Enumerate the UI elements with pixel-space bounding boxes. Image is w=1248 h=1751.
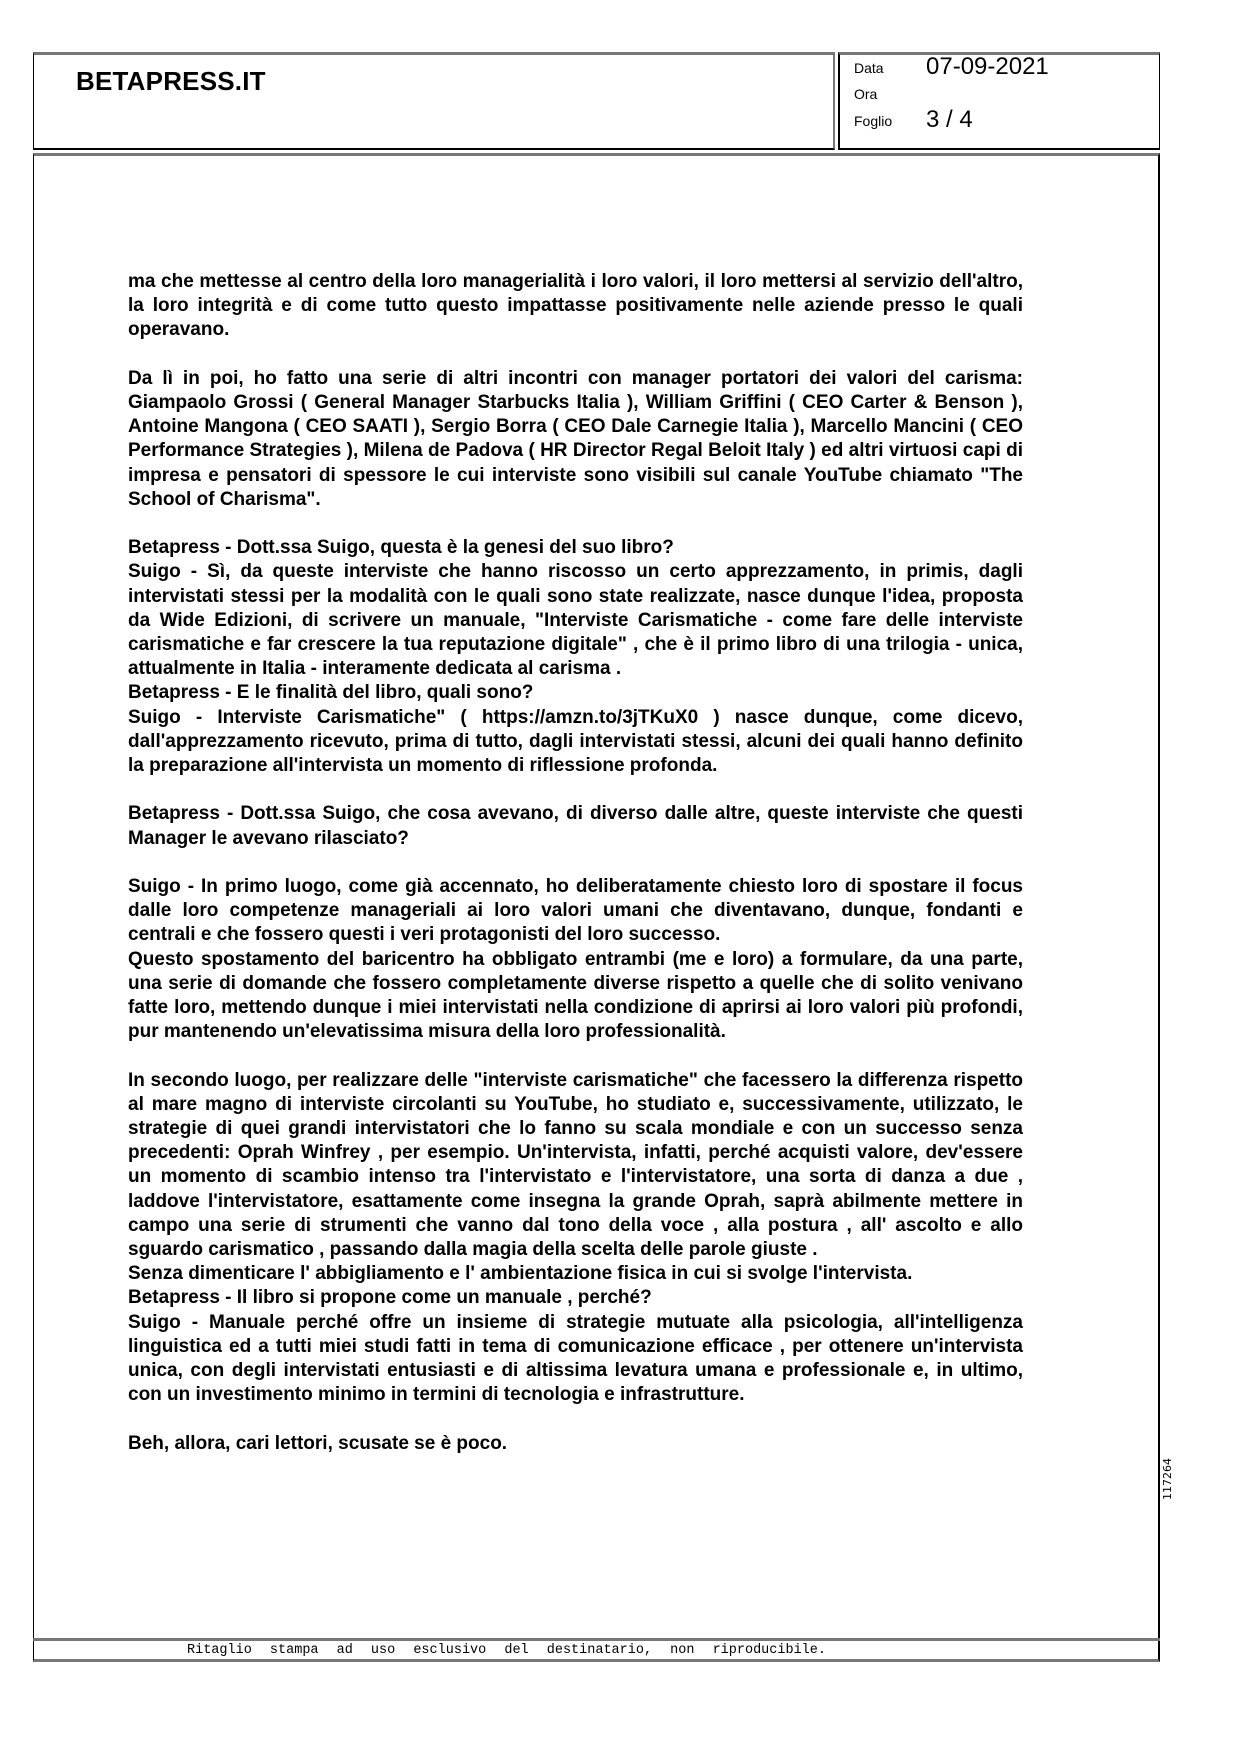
paragraph: Questo spostamento del baricentro ha obbligato entrambi (me e loro) a formulare, da una parte, una serie di domande che fossero completamente diverse rispetto a quelle che di solito venivano fatte loro, mettendo dunque i miei intervistati nella condizione di aprirsi ai loro valori più profondi, pur mantenendo un'elevatissima misura della loro professionalità. — [128, 948, 1023, 1043]
paragraph: Betapress - Il libro si propone come un manuale , perché? — [128, 1287, 652, 1309]
paragraph: In secondo luogo, per realizzare delle "interviste carismatiche" che facessero la differenza rispetto al mare magno di interviste circolanti su YouTube, ho studiato e, successivamente, utilizzato, le strategie di quei grandi intervistatori che lo fanno su scala mondiale e con un successo senza precedenti: Oprah Winfrey , per esempio. Un'intervista, infatti, perché acquisti valore, dev'essere un momento di scambio intenso tra l'intervistato e l'intervistatore, una sorta di danza a due , laddove l'intervistatore, esattamente come insegna la grande Oprah, saprà abilmente mettere in campo una serie di strumenti che vanno dal tono della voce , alla postura , all' ascolto e allo sguardo carismatico , passando dalla magia della scelta delle parole giuste . — [128, 1069, 1023, 1261]
paragraph: Betapress - E le finalità del libro, quali sono? — [128, 682, 534, 704]
paragraph: ma che mettesse al centro della loro managerialità i loro valori, il loro mettersi al servizio dell'altro, la loro integrità e di come tutto questo impattasse positivamente nelle aziende presso le quali operavano. — [128, 271, 1023, 341]
data-label: Data — [854, 60, 884, 76]
paragraph: Betapress - Dott.ssa Suigo, che cosa avevano, di diverso dalle altre, queste interviste che questi Manager le avevano rilasciato? — [128, 803, 1023, 849]
footer-bar — [33, 1638, 1160, 1662]
foglio-label: Foglio — [854, 113, 893, 129]
paragraph: Senza dimenticare l' abbigliamento e l' ambientazione fisica in cui si svolge l'intervista. — [128, 1263, 913, 1285]
ora-label: Ora — [854, 86, 878, 102]
side-code: 117264 — [1161, 1458, 1174, 1500]
paragraph: Suigo - Manuale perché offre un insieme di strategie mutuate alla psicologia, all'intelligenza linguistica ed a tutti miei studi fatti in tema di comunicazione efficace , per ottenere un'intervista unica, con degli intervistati entusiasti e di altissima levatura umana e professionale e, in ultimo, con un investimento minimo in termini di tecnologia e infrastrutture. — [128, 1311, 1023, 1406]
data-value: 07-09-2021 — [926, 53, 1049, 80]
paragraph: Suigo - In primo luogo, come già accennato, ho deliberatamente chiesto loro di spostare il focus dalle loro competenze manageriali ai loro valori umani che diventavano, dunque, fondanti e centrali e che fossero questi i veri protagonisti del loro successo. — [128, 876, 1023, 946]
paragraph: Suigo - Interviste Carismatiche" ( https://amzn.to/3jTKuX0 ) nasce dunque, come dicevo, dall'apprezzamento ricevuto, prima di tutto, dagli intervistati stessi, alcuni dei quali hanno definito la preparazione all'intervista un momento di riflessione profonda. — [128, 706, 1023, 777]
paragraph: Da lì in poi, ho fatto una serie di altri incontri con manager portatori dei valori del carisma: Giampaolo Grossi ( General Manager Starbucks Italia ), William Griffini ( CEO Carter & Benson ), Antoine Mangona ( CEO SAATI ), Sergio Borra ( CEO Dale Carnegie Italia ), Marcello Mancini ( CEO Performance Strategies ), Milena de Padova ( HR Director Regal Beloit Italy ) ed altri virtuosi capi di impresa e pensatori di spessore le cui interviste sono visibili sul canale YouTube chiamato "The School of Charisma". — [128, 367, 1023, 510]
article-text — [128, 270, 1023, 1456]
paragraph: Suigo - Sì, da queste interviste che hanno riscosso un certo apprezzamento, in primis, dagli intervistati stessi per la modalità con le quali sono state realizzate, nasce dunque l'idea, proposta da Wide Edizioni, di scrivere un manuale, "Interviste Carismatiche - come fare delle interviste carismatiche e far crescere la tua reputazione digitale" , che è il primo libro di una trilogia - unica, attualmente in Italia - interamente dedicata al carisma . — [128, 561, 1023, 680]
publication-title: BETAPRESS.IT — [76, 66, 266, 96]
paragraph: Betapress - Dott.ssa Suigo, questa è la genesi del suo libro? — [128, 537, 674, 559]
header-meta-box — [838, 52, 1160, 150]
foglio-value: 3 / 4 — [926, 106, 973, 133]
footer-notice: Ritaglio stampa ad uso esclusivo del destinatario, non riproducibile. — [187, 1643, 826, 1658]
paragraph: Beh, allora, cari lettori, scusate se è poco. — [128, 1432, 508, 1454]
header-publication-box — [33, 52, 835, 150]
